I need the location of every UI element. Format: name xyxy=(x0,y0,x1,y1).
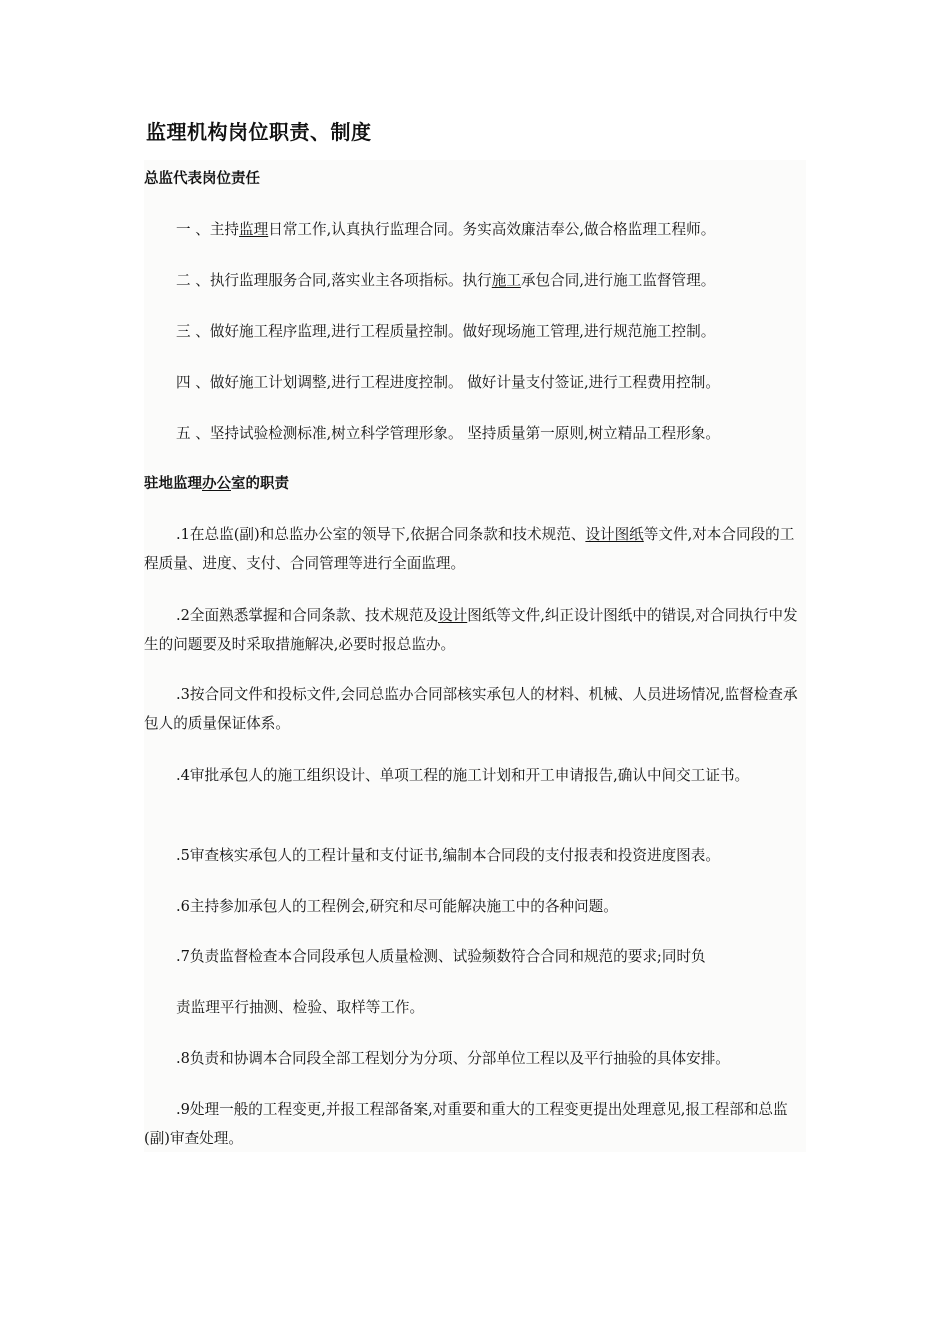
link-design-drawings[interactable]: 设计图纸 xyxy=(585,526,644,543)
office-item-3: .3按合同文件和投标文件,会同总监办合同部核实承包人的材料、机械、人员进场情况,监督检查承包人的质量保证体系。 xyxy=(144,686,798,732)
duty-item-2: 二 、执行监理服务合同,落实业主各项指标。执行施工承包合同,进行施工监督管理。 xyxy=(176,272,716,289)
link-supervision[interactable]: 监理 xyxy=(239,221,269,238)
page-title: 监理机构岗位职责、制度 xyxy=(146,120,372,144)
office-item-5: .5审查核实承包人的工程计量和支付证书,编制本合同段的支付报表和投资进度图表。 xyxy=(176,847,720,864)
office-item-4: .4审批承包人的施工组织设计、单项工程的施工计划和开工申请报告,确认中间交工证书。 xyxy=(176,767,750,784)
office-item-8: .8负责和协调本合同段全部工程划分为分项、分部单位工程以及平行抽验的具体安排。 xyxy=(176,1050,730,1067)
duty-item-1: 一 、主持监理日常工作,认真执行监理合同。务实高效廉洁奉公,做合格监理工程师。 xyxy=(176,221,716,238)
link-design[interactable]: 设计 xyxy=(438,607,468,624)
duty-item-5: 五 、坚持试验检测标准,树立科学管理形象。 坚持质量第一原则,树立精品工程形象。 xyxy=(176,425,720,442)
link-office[interactable]: 办公 xyxy=(202,476,231,492)
office-item-7: .7负责监督检查本合同段承包人质量检测、试验频数符合合同和规范的要求;同时负 xyxy=(176,948,706,965)
office-item-7-continued: 责监理平行抽测、检验、取样等工作。 xyxy=(176,999,425,1016)
document-body xyxy=(144,160,806,1152)
link-construction[interactable]: 施工 xyxy=(491,272,521,289)
section-heading-site-office: 驻地监理办公室的职责 xyxy=(144,476,289,492)
duty-item-4: 四 、做好施工计划调整,进行工程进度控制。 做好计量支付签证,进行工程费用控制。 xyxy=(176,374,720,391)
duty-item-3: 三 、做好施工程序监理,进行工程质量控制。做好现场施工管理,进行规范施工控制。 xyxy=(176,323,716,340)
office-item-9: .9处理一般的工程变更,并报工程部备案,对重要和重大的工程变更提出处理意见,报工程部和总监(副)审查处理。 xyxy=(144,1101,788,1147)
office-item-6: .6主持参加承包人的工程例会,研究和尽可能解决施工中的各种问题。 xyxy=(176,898,618,915)
office-item-1: .1在总监(副)和总监办公室的领导下,依据合同条款和技术规范、设计图纸等文件,对本合同段的工程质量、进度、支付、合同管理等进行全面监理。 xyxy=(144,526,795,572)
office-item-2: .2全面熟悉掌握和合同条款、技术规范及设计图纸等文件,纠正设计图纸中的错误,对合同执行中发生的问题要及时采取措施解决,必要时报总监办。 xyxy=(144,607,798,653)
section-heading-chief-rep: 总监代表岗位责任 xyxy=(144,171,260,187)
